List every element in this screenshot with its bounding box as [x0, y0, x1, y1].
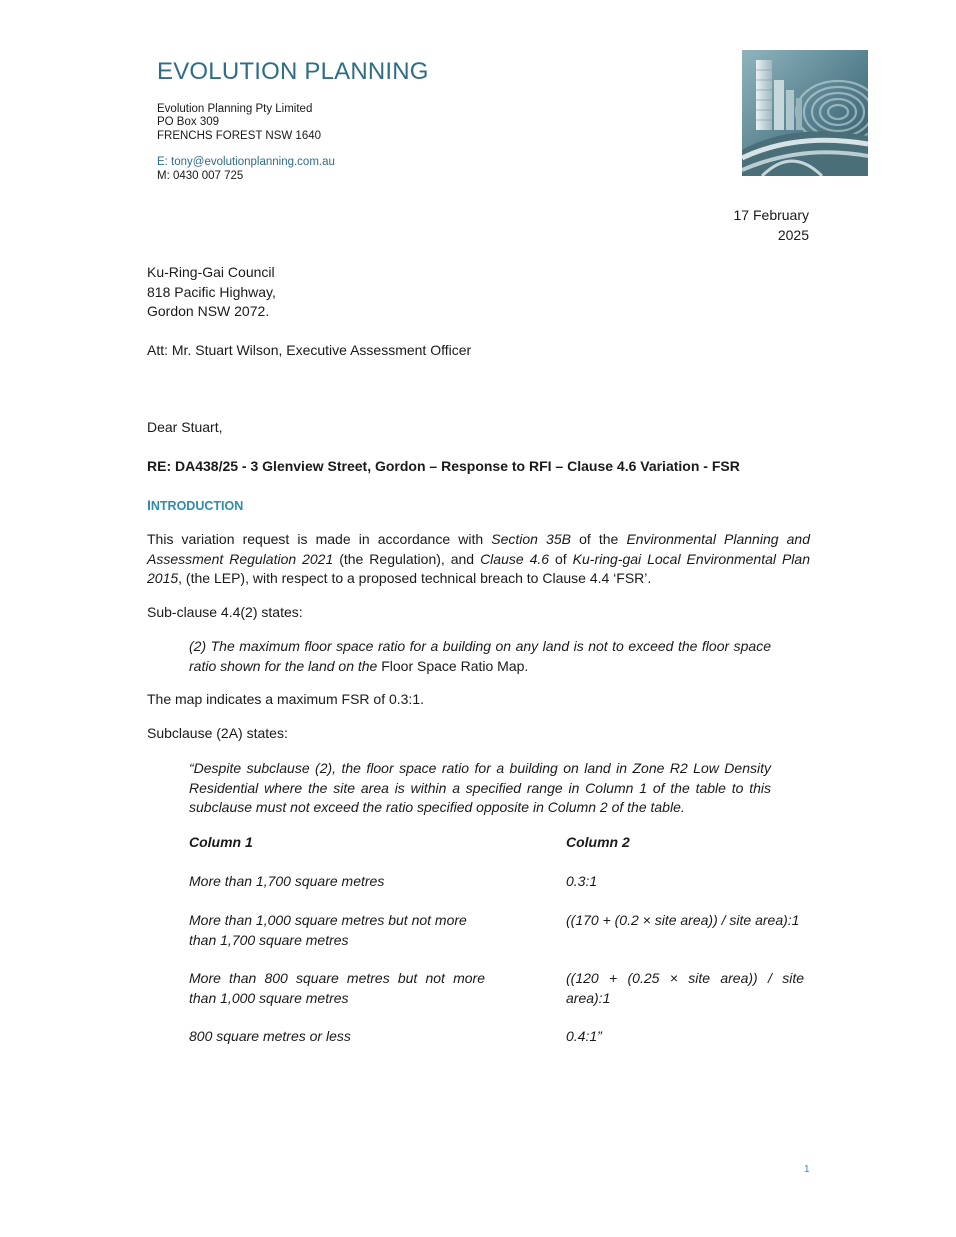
- page-number: 1: [804, 1164, 810, 1175]
- map-statement: The map indicates a maximum FSR of 0.3:1.: [147, 691, 424, 707]
- intro-regulation-name: Environmental Planning and Assessment Regulation 2021: [147, 531, 810, 567]
- suburb: FRENCHS FOREST NSW 1640: [157, 129, 322, 142]
- intro-paragraph: [147, 530, 810, 589]
- recipient-city: Gordon NSW 2072.: [147, 303, 270, 319]
- intro-clause-ref: Clause 4.6: [480, 550, 550, 567]
- map-name: Floor Space Ratio Map: [381, 657, 525, 674]
- quote-subclause-2: [189, 637, 771, 676]
- table-row-2-site-area: More than 1,000 square metres but not more than 1,700 square metres: [189, 912, 467, 948]
- mobile-number: M: 0430 007 725: [157, 169, 244, 182]
- intro-text: (the Regulation), and: [333, 550, 481, 567]
- table-row-1-ratio: 0.3:1: [566, 873, 598, 889]
- subclause-4-4-2-intro: Sub-clause 4.4(2) states:: [147, 604, 303, 620]
- subclause-2a-intro: Subclause (2A) states:: [147, 725, 288, 741]
- salutation: Dear Stuart,: [147, 419, 223, 435]
- intro-text: This variation request is made in accordance with: [147, 531, 492, 547]
- intro-section-ref: Section 35B: [491, 531, 571, 547]
- date-line-2: 2025: [777, 227, 809, 243]
- recipient-street: 818 Pacific Highway,: [147, 283, 276, 300]
- intro-text: of the: [570, 531, 627, 547]
- table-row-1-site-area: More than 1,700 square metres: [189, 873, 385, 889]
- company-logo: [742, 50, 868, 176]
- section-heading-introduction: [147, 496, 810, 517]
- heading-rest: NTRODUCTION: [150, 499, 244, 513]
- company-name: EVOLUTION PLANNING: [157, 58, 429, 85]
- subject-line: RE: DA438/25 - 3 Glenview Street, Gordon – Response to RFI – Clause 4.6 Variation - FSR: [147, 458, 740, 474]
- legal-name: Evolution Planning Pty Limited: [157, 103, 313, 115]
- po-box: PO Box 309: [157, 116, 220, 129]
- recipient-org: Ku-Ring-Gai Council: [147, 264, 275, 280]
- table-row-3-ratio: ((120 + (0.25 × site area)) / site area):1: [566, 970, 804, 1006]
- email-link[interactable]: E: tony@evolutionplanning.com.au: [157, 156, 335, 169]
- date-line-1: 17 February: [733, 207, 809, 223]
- intro-text: , (the LEP), with respect to a proposed technical breach to Clause 4.4 ‘FSR’.: [178, 570, 652, 586]
- heading-initial: I: [147, 497, 151, 513]
- table-row-4-site-area: 800 square metres or less: [189, 1028, 351, 1044]
- table-row-2-ratio: ((170 + (0.2 × site area)) / site area):1: [566, 912, 800, 928]
- table-header-column-2: Column 2: [566, 834, 630, 850]
- quote-end: .: [524, 657, 529, 674]
- quote-subclause-2a: “Despite subclause (2), the floor space ratio for a building on land in Zone R2 Low Density Residential where the site area is within a specified range in Column 1 of the table to this subclause must not exceed the ratio specified opposite in Column 2 of the table.: [189, 760, 771, 815]
- table-row-4-ratio: 0.4:1”: [566, 1028, 602, 1044]
- intro-lep-name: Ku-ring-gai Local Environmental Plan 2015: [147, 550, 810, 586]
- recipient-address: [147, 263, 810, 322]
- quote-text: (2) The maximum floor space ratio for a building on any land is not to exceed the floor space ratio shown for the land on the: [189, 638, 771, 674]
- table-row-3-site-area: More than 800 square metres but not more than 1,000 square metres: [189, 970, 485, 1006]
- company-address: [157, 103, 335, 183]
- intro-text: of: [549, 550, 573, 567]
- letter-date: [734, 205, 809, 245]
- attention-line: Att: Mr. Stuart Wilson, Executive Assessment Officer: [147, 342, 472, 358]
- table-header-column-1: Column 1: [189, 834, 253, 850]
